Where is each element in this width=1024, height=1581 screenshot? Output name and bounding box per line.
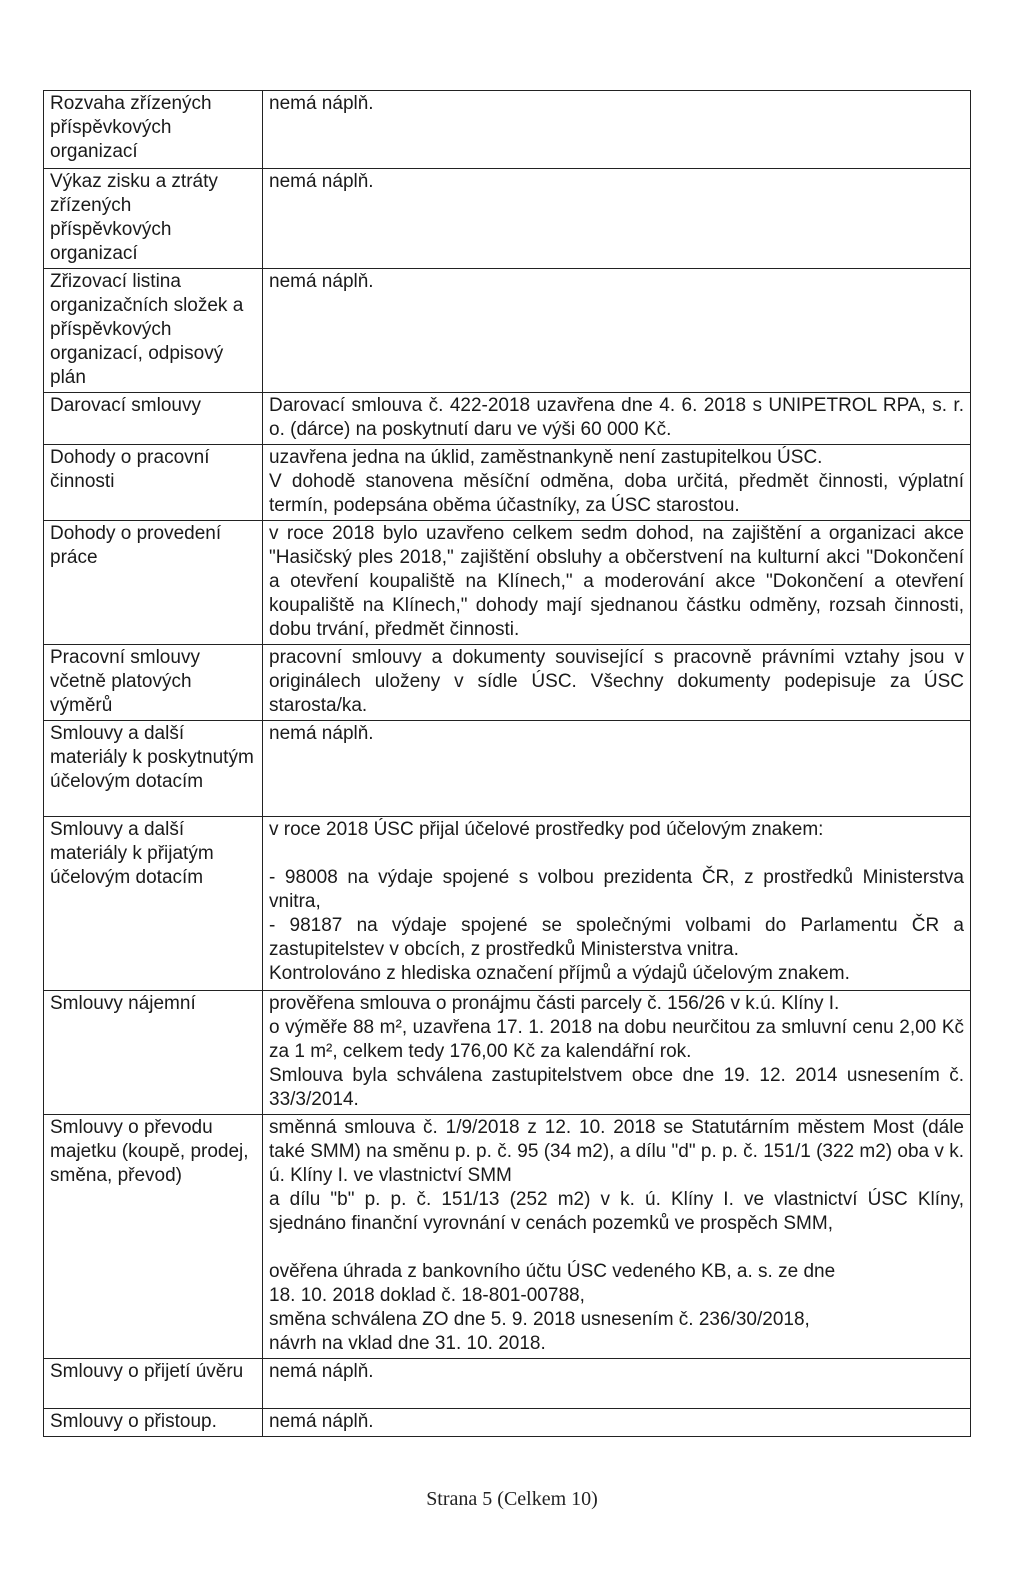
content-line: ověřena úhrada z bankovního účtu ÚSC vedeného KB, a. s. ze dne [269, 1261, 836, 1282]
row-content [263, 721, 971, 817]
row-label: Smlouvy a další materiály k přijatým účelovým dotacím [44, 817, 263, 991]
table-row [44, 645, 971, 721]
row-content [263, 817, 971, 991]
page-footer: Strana 5 (Celkem 10) [426, 1488, 598, 1510]
row-content [263, 1359, 971, 1409]
row-content [263, 1115, 971, 1359]
row-content [263, 169, 971, 269]
row-content [263, 269, 971, 393]
row-label: Darovací smlouvy [44, 393, 263, 445]
row-content [263, 645, 971, 721]
table-row [44, 393, 971, 445]
content-line: pracovní smlouvy a dokumenty související s pracovně právními vztahy jsou v originálech uloženy v sídle ÚSC. Všechny dokumenty podepisuje za ÚSC starosta/ka. [269, 647, 964, 716]
row-label: Rozvaha zřízených příspěvkových organizací [44, 91, 263, 169]
row-content [263, 521, 971, 645]
checklist-table [43, 90, 971, 1437]
content-line: nemá náplň. [269, 1411, 374, 1432]
content-line: směnná smlouva č. 1/9/2018 z 12. 10. 2018 se Statutárním městem Most (dále také SMM) na směnu p. p. č. 95 (34 m2), a dílu "d" p. p. č. 151/1 (322 m2) oba v k. ú. Klíny I. ve vlastnictví SMM [269, 1117, 964, 1186]
content-line: V dohodě stanovena měsíční odměna, doba určitá, předmět činnosti, výplatní termín, podepsána oběma účastníky, za ÚSC starostou. [269, 471, 964, 516]
table-row [44, 269, 971, 393]
content-line: v roce 2018 bylo uzavřeno celkem sedm dohod, na zajištění a organizaci akce "Hasičský ples 2018," zajištění obsluhy a občerstvení na kulturní akci "Dokončení a otevření koupaliště na Klínech," a moderování akce "Dokončení a otevření koupaliště na Klínech," dohody mají sjednanou částku odměny, rozsah činnosti, dobu trvání, předmět činnosti. [269, 523, 964, 640]
content-line: návrh na vklad dne 31. 10. 2018. [269, 1333, 546, 1354]
row-content [263, 991, 971, 1115]
table-row [44, 817, 971, 991]
table-row [44, 1115, 971, 1359]
row-label: Pracovní smlouvy včetně platových výměrů [44, 645, 263, 721]
content-line: Smlouva byla schválena zastupitelstvem obce dne 19. 12. 2014 usnesením č. 33/3/2014. [269, 1065, 964, 1110]
row-label: Výkaz zisku a ztráty zřízených příspěvkových organizací [44, 169, 263, 269]
row-label: Smlouvy o přistoup. [44, 1409, 263, 1437]
content-line: nemá náplň. [269, 1361, 374, 1382]
table-row [44, 91, 971, 169]
row-label: Zřizovací listina organizačních složek a příspěvkových organizací, odpisový plán [44, 269, 263, 393]
row-label: Smlouvy a další materiály k poskytnutým účelovým dotacím [44, 721, 263, 817]
content-line: prověřena smlouva o pronájmu části parcely č. 156/26 v k.ú. Klíny I. [269, 993, 840, 1014]
content-line: - 98008 na výdaje spojené s volbou prezidenta ČR, z prostředků Ministerstva vnitra, [269, 867, 964, 912]
content-line: v roce 2018 ÚSC přijal účelové prostředky pod účelovým znakem: [269, 819, 824, 840]
content-line: 18. 10. 2018 doklad č. 18-801-00788, [269, 1285, 585, 1306]
content-line: směna schválena ZO dne 5. 9. 2018 usnesením č. 236/30/2018, [269, 1309, 810, 1330]
content-line: nemá náplň. [269, 93, 374, 114]
table-row [44, 721, 971, 817]
row-content [263, 445, 971, 521]
row-content [263, 393, 971, 445]
content-line: - 98187 na výdaje spojené se společnými volbami do Parlamentu ČR a zastupitelstev v obcích, z prostředků Ministerstva vnitra. [269, 915, 964, 960]
content-line: uzavřena jedna na úklid, zaměstnankyně není zastupitelkou ÚSC. [269, 447, 823, 468]
content-line: a dílu "b" p. p. č. 151/13 (252 m2) v k. ú. Klíny I. ve vlastnictví ÚSC Klíny, sjednáno finanční vyrovnání v cenách pozemků ve prospěch SMM, [269, 1189, 964, 1234]
row-content [263, 1409, 971, 1437]
table-row [44, 991, 971, 1115]
content-line: nemá náplň. [269, 723, 374, 744]
blank-line [269, 842, 964, 866]
row-label: Smlouvy o převodu majetku (koupě, prodej, směna, převod) [44, 1115, 263, 1359]
row-content [263, 91, 971, 169]
row-label: Dohody o pracovní činnosti [44, 445, 263, 521]
row-label: Smlouvy o přijetí úvěru [44, 1359, 263, 1409]
content-line: nemá náplň. [269, 271, 374, 292]
table-row [44, 1359, 971, 1409]
row-label: Smlouvy nájemní [44, 991, 263, 1115]
content-line: nemá náplň. [269, 171, 374, 192]
table-row [44, 1409, 971, 1437]
table-row [44, 169, 971, 269]
blank-line [269, 1236, 964, 1260]
content-line: o výměře 88 m², uzavřena 17. 1. 2018 na dobu neurčitou za smluvní cenu 2,00 Kč za 1 m², celkem tedy 176,00 Kč za kalendářní rok. [269, 1017, 964, 1062]
content-line: Darovací smlouva č. 422-2018 uzavřena dne 4. 6. 2018 s UNIPETROL RPA, s. r. o. (dárce) na poskytnutí daru ve výši 60 000 Kč. [269, 395, 964, 440]
content-line: Kontrolováno z hlediska označení příjmů a výdajů účelovým znakem. [269, 963, 850, 984]
row-label: Dohody o provedení práce [44, 521, 263, 645]
table-row [44, 445, 971, 521]
table-row [44, 521, 971, 645]
